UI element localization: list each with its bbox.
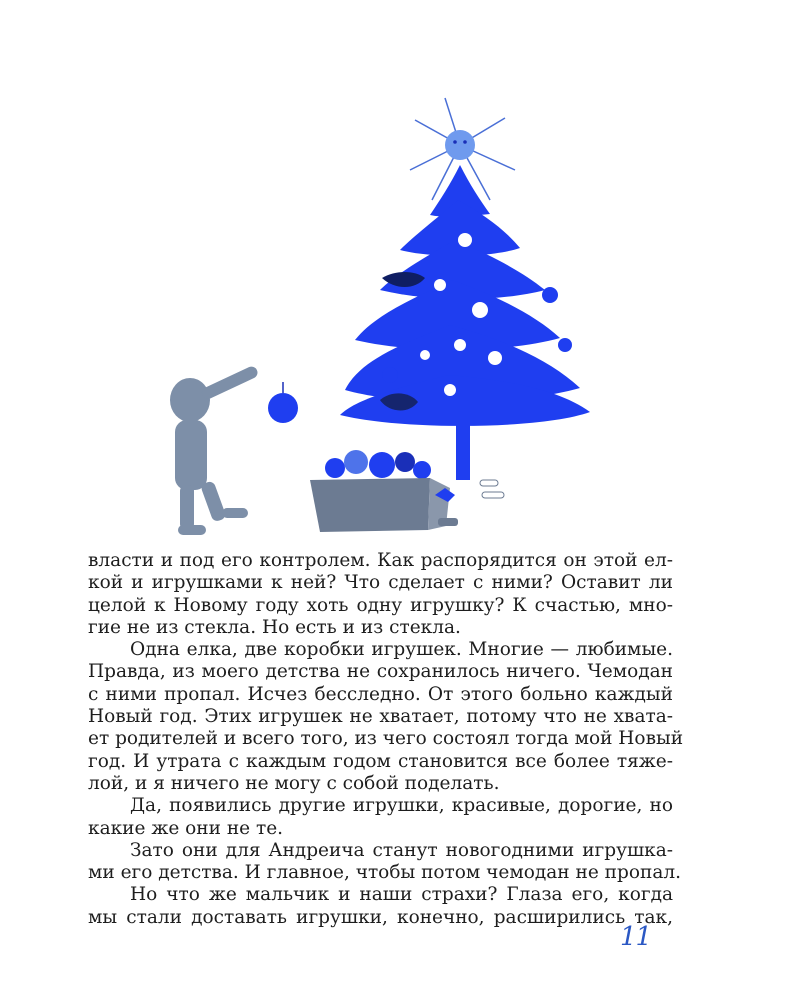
- boy-figure: [170, 365, 259, 535]
- text-line: власти и под его контролем. Как распорядится он этой ел-: [88, 550, 673, 571]
- text-line: мы стали доставать игрушки, конечно, расширились так,: [88, 906, 673, 928]
- text-line: Одна елка, две коробки игрушек. Многие — любимые.: [130, 639, 673, 661]
- text-line: ет родителей и всего того, из чего состоял тогда мой Новый: [88, 728, 684, 750]
- text-line: целой к Новому году хоть одну игрушку? К счастью, мно-: [88, 594, 673, 616]
- text-line: Зато они для Андреича станут новогодними игрушка-: [130, 839, 673, 861]
- star-face-icon: [445, 130, 475, 160]
- christmas-tree-illustration: [160, 90, 620, 540]
- text-line: какие же они не те.: [88, 817, 284, 839]
- body-text: [88, 550, 684, 929]
- text-line: Правда, из моего детства не сохранилось ничего. Чемодан: [88, 661, 673, 683]
- toy-box-icon: [310, 450, 450, 532]
- text-line: Но что же мальчик и наши страхи? Глаза его, когда: [130, 884, 673, 906]
- text-line: с ними пропал. Исчез бесследно. От этого больно каждый: [88, 683, 673, 705]
- text-line: кой и игрушками к ней? Что сделает с ними? Оставит ли: [88, 572, 673, 594]
- text-line: лой, и я ничего не могу с собой поделать.: [88, 772, 500, 794]
- text-line: год. И утрата с каждым годом становится все более тяже-: [88, 750, 673, 772]
- held-ornament-icon: [268, 393, 298, 423]
- page-number: 11: [620, 922, 652, 952]
- text-line: ми его детства. И главное, чтобы потом чемодан не пропал.: [88, 862, 681, 884]
- text-line: гие не из стекла. Но есть и из стекла.: [88, 616, 461, 638]
- tree-trunk: [456, 410, 470, 480]
- text-line: Да, появились другие игрушки, красивые, дорогие, но: [130, 795, 673, 817]
- text-line: Новый год. Этих игрушек не хватает, потому что не хвата-: [88, 706, 673, 728]
